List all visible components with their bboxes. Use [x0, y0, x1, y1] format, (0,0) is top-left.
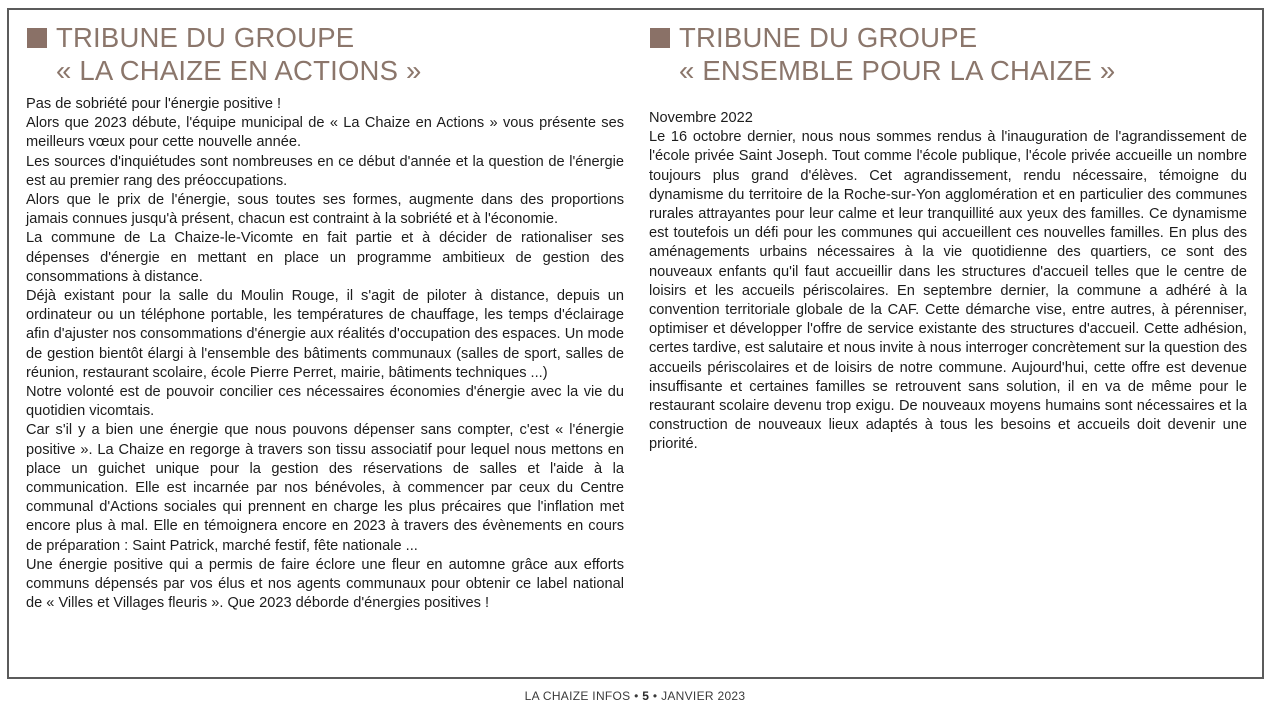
paragraph: Notre volonté est de pouvoir concilier ces nécessaires économies d'énergie avec la vie du quotidien vicomtais.: [26, 384, 624, 420]
paragraph: Alors que le prix de l'énergie, sous toutes ses formes, augmente dans des proportions jamais connues jusqu'à présent, chacun est contraint à la sobriété et à l'économie.: [26, 192, 624, 228]
article-body: [26, 95, 624, 613]
heading-line-1: TRIBUNE DU GROUPE: [56, 22, 355, 53]
heading-line-2: « LA CHAIZE EN ACTIONS »: [56, 55, 422, 86]
paragraph: Une énergie positive qui a permis de faire éclore une fleur en automne grâce aux efforts communs dépensés par vos élus et nos agents communaux pour obtenir ce label national de « Villes et Villages fleuris ». Que 2023 déborde d'énergies positives !: [26, 556, 624, 612]
separator: •: [652, 689, 658, 703]
tribune-ensemble-pour-la-chaize: [649, 10, 1247, 455]
page-footer: [0, 689, 1270, 703]
paragraph: Le 16 octobre dernier, nous nous sommes rendus à l'inauguration de l'agrandissement de l'école privée Saint Joseph. Tout comme l'école publique, l'école privée accueille un nombre toujours plus grand d'élèves. Cet agrandissement, rendu nécessaire, témoigne du dynamisme du territoire de la Roche-sur-Yon agglomération et en particulier des communes rurales attrayantes pour leur calme et leur tranquillité aux yeux des familles. Ce dynamisme est toutefois un défi pour les communes qui accueillent ces nouvelles familles. En plus des aménagements urbains nécessaires à la vie quotidienne des quartiers, ce sont des nouveaux enfants qu'il faut accueillir dans les structures d'accueil telles que le centre de loisirs et les accueils périscolaires. En septembre dernier, la commune a adhéré à la convention territoriale globale de la CAF. Cette démarche vise, entre autres, à pérenniser, optimiser et développer l'offre de service existante des structures d'accueil. Cette adhésion, certes tardive, est salutaire et nous invite à nous interroger concrètement sur la question des accueils périscolaires et de loisirs de notre commune. Aujourd'hui, cette offre est devenue insuffisante et certaines familles se retrouvent sans solution, il en va de même pour le restaurant scolaire devenu trop exigu. De nouveaux moyens humains sont nécessaires et la construction de nouveaux lieux adaptés à tous les besoins et accueils doit devenir une priorité.: [649, 129, 1247, 453]
page-number: 5: [642, 689, 650, 703]
publication-name: LA CHAIZE INFOS: [524, 689, 631, 703]
page-frame: [7, 8, 1264, 679]
paragraph: Déjà existant pour la salle du Moulin Rouge, il s'agit de piloter à distance, depuis un ordinateur ou un téléphone portable, les températures de chauffage, les temps d'éclairage afin d'ajuster nos consommations d'énergie aux réalités d'occupation des espaces. Un mode de gestion bientôt élargi à l'ensemble des bâtiments communaux (salles de sport, salles de réunion, restaurant scolaire, école Pierre Perret, mairie, bâtiments techniques ...): [26, 288, 624, 381]
article-body: [649, 109, 1247, 455]
article-date: Novembre 2022: [649, 110, 753, 126]
section-heading: [649, 21, 1247, 87]
paragraph: Alors que 2023 débute, l'équipe municipal de « La Chaize en Actions » vous présente ses meilleurs vœux pour cette nouvelle année.: [26, 115, 624, 151]
issue-date: JANVIER 2023: [661, 689, 746, 703]
separator: •: [634, 689, 639, 703]
section-heading: [26, 21, 624, 87]
paragraph: La commune de La Chaize-le-Vicomte en fait partie et à décider de rationaliser ses dépenses d'énergie en mettant en place un programme ambitieux de gestion des consommations à distance.: [26, 230, 624, 285]
paragraph: Les sources d'inquiétudes sont nombreuses en ce début d'année et la question de l'énergie est au premier rang des préoccupations.: [26, 153, 624, 189]
square-bullet-icon: [27, 28, 47, 48]
heading-line-1: TRIBUNE DU GROUPE: [679, 22, 978, 53]
paragraph: Pas de sobriété pour l'énergie positive !: [26, 96, 282, 112]
tribune-la-chaize-en-actions: [26, 10, 624, 613]
heading-line-2: « ENSEMBLE POUR LA CHAIZE »: [679, 55, 1116, 86]
paragraph: Car s'il y a bien une énergie que nous pouvons dépenser sans compter, c'est « l'énergie positive ». La Chaize en regorge à travers son tissu associatif pour lequel nous mettons en place un guichet unique pour la gestion des réservations de salles et l'aide à la communication. Elle est incarnée par nos bénévoles, à commencer par ceux du Centre communal d'Actions sociales qui prennent en charge les plus précaires que l'inflation met encore plus à mal. Elle en témoignera encore en 2023 à travers des évènements en cours de préparation : Saint Patrick, marché festif, fête nationale ...: [26, 422, 624, 554]
square-bullet-icon: [650, 28, 670, 48]
